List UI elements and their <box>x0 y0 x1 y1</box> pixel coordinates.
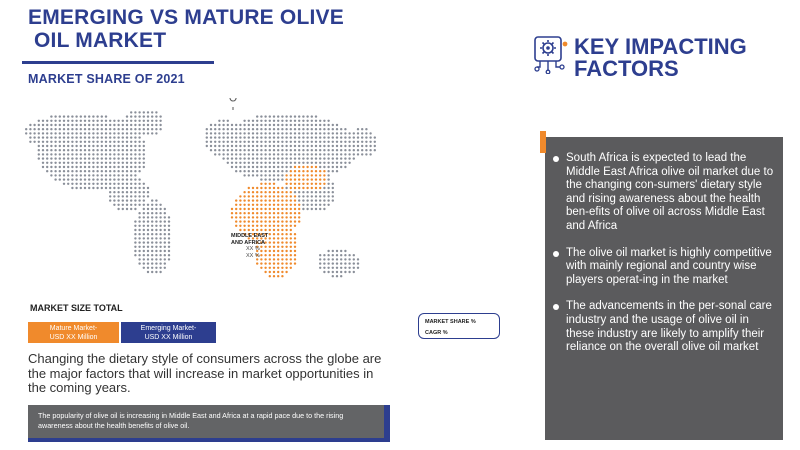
summary-paragraph: Changing the dietary style of consumers across the globe are the major factors that will increase in market opportunities in the coming years. <box>28 351 382 395</box>
region-label-line-1: MIDDLE EAST <box>231 233 269 239</box>
gear-network-icon <box>534 36 570 74</box>
region-value-1: XX % <box>246 246 260 252</box>
key-factors-title-line-1: KEY IMPACTING <box>574 34 747 59</box>
mature-market-line-1: Mature Market- <box>49 325 98 332</box>
region-label-line-2: AND AFRICA <box>231 240 266 246</box>
bullet-icon <box>553 304 559 310</box>
factor-text: The olive oil market is highly competitive with mainly regional and country wise players operat-ing in the market <box>566 246 772 286</box>
region-value-2: XX % <box>246 253 260 259</box>
key-factors-title <box>574 36 747 80</box>
emerging-market-line-2: USD XX Million <box>144 334 193 341</box>
title-underline <box>22 61 214 64</box>
market-share-label: MARKET SHARE % <box>425 319 476 325</box>
world-dot-map <box>18 98 388 298</box>
subtitle: MARKET SHARE OF 2021 <box>28 72 185 86</box>
factor-item <box>552 152 780 234</box>
market-size-label: MARKET SIZE TOTAL <box>30 303 123 313</box>
note-text: The popularity of olive oil is increasing in Middle East and Africa at a rapid pace due to the rising awareness about the health benefits of olive oil. <box>38 411 344 430</box>
page-title <box>28 6 358 52</box>
bullet-icon <box>553 156 559 162</box>
market-share-box <box>418 313 500 339</box>
key-factors-list <box>552 152 780 368</box>
mature-market-line-2: USD XX Million <box>49 334 98 341</box>
bullet-icon <box>553 251 559 257</box>
mature-market-badge <box>28 322 119 343</box>
region-label <box>231 233 268 247</box>
region-values <box>246 246 260 260</box>
factor-item <box>552 300 780 354</box>
location-pin-icon <box>230 98 236 110</box>
factor-text: South Africa is expected to lead the Middle East Africa olive oil market due to the changing con-sumers' dietary style and rising awareness about the health ben-efits of olive oil across Middle East and Africa <box>566 152 774 232</box>
emerging-market-badge <box>121 322 216 343</box>
factor-item <box>552 247 780 288</box>
panel-accent-strip <box>540 131 546 153</box>
emerging-market-line-1: Emerging Market- <box>140 325 197 332</box>
key-factors-title-line-2: FACTORS <box>574 56 679 81</box>
title-line-2: OIL MARKET <box>34 29 167 52</box>
factor-text: The advancements in the per-sonal care industry and the usage of olive oil in these industry are likely to amplify their reliance on the overall olive oil market <box>566 300 772 354</box>
cagr-label: CAGR % <box>425 330 448 336</box>
title-line-1: EMERGING VS MATURE OLIVE <box>28 6 344 29</box>
